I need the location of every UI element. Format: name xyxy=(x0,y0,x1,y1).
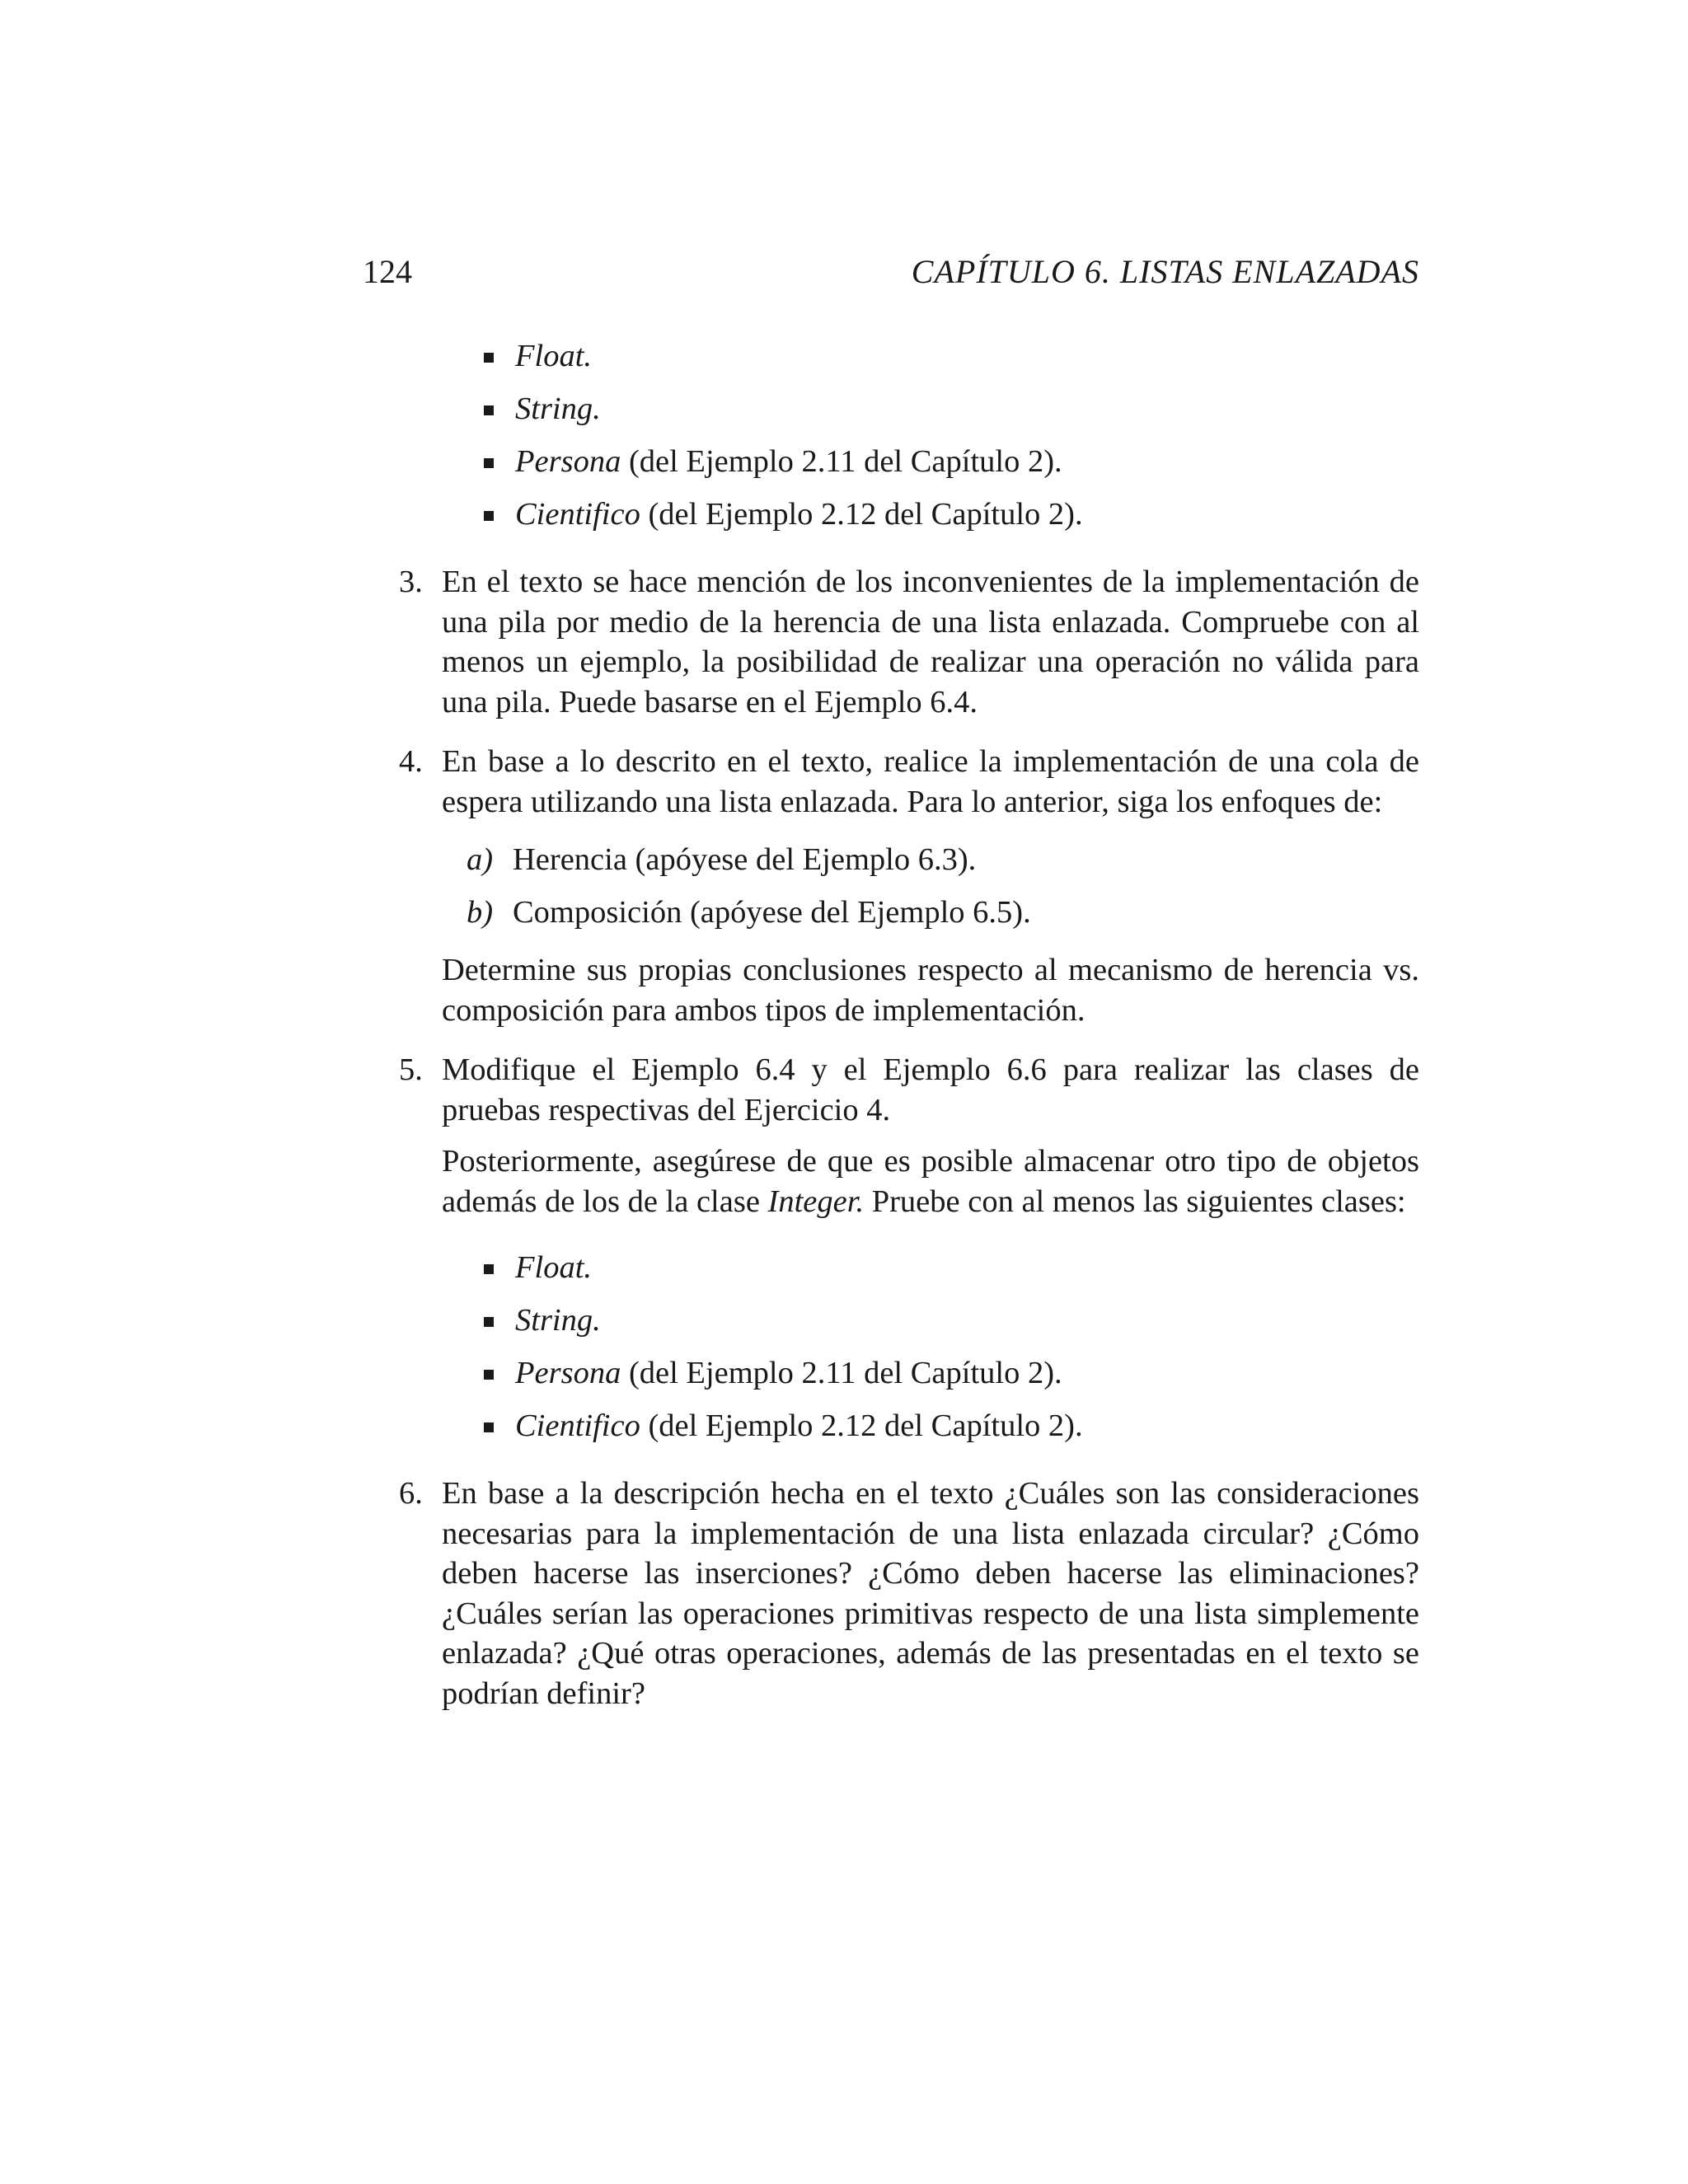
sub-item-label: a) xyxy=(467,842,494,877)
list-item: Persona (del Ejemplo 2.11 del Capítulo 2). xyxy=(515,1347,1419,1399)
square-bullet-icon xyxy=(484,1370,494,1380)
square-bullet-icon xyxy=(484,405,494,415)
page-number: 124 xyxy=(363,253,412,290)
list-item: Cientifico (del Ejemplo 2.12 del Capítulo 2). xyxy=(515,488,1419,541)
exercise-3 xyxy=(363,562,1419,722)
square-bullet-icon xyxy=(484,353,494,363)
exercise-number: 3. xyxy=(399,565,423,599)
exercise-6 xyxy=(363,1474,1419,1713)
square-bullet-icon xyxy=(484,1422,494,1432)
exercise-5 xyxy=(363,1050,1419,1452)
exercise-bullet-list xyxy=(442,1241,1419,1452)
sub-item-b xyxy=(467,886,1419,939)
list-item: String. xyxy=(515,1294,1419,1347)
sub-item-label: b) xyxy=(467,895,494,930)
exercise-4 xyxy=(363,742,1419,1030)
list-item: Persona (del Ejemplo 2.11 del Capítulo 2). xyxy=(515,435,1419,488)
list-item: Float. xyxy=(515,1241,1419,1294)
running-head: CAPÍTULO 6. LISTAS ENLAZADAS xyxy=(911,253,1419,290)
exercise-number: 5. xyxy=(399,1052,423,1087)
sub-list xyxy=(442,833,1419,939)
page-header xyxy=(363,247,1419,297)
page-content xyxy=(363,330,1419,1713)
list-item: Cientifico (del Ejemplo 2.12 del Capítulo 2). xyxy=(515,1399,1419,1452)
exercise-text: En base a lo descrito en el texto, realice la implementación de una cola de espera utilizando una lista enlazada. Para lo anterior, siga los enfoques de: xyxy=(442,744,1419,819)
exercise-number: 6. xyxy=(399,1476,423,1511)
square-bullet-icon xyxy=(484,511,494,521)
sub-item-text: Composición (apóyese del Ejemplo 6.5). xyxy=(513,895,1031,930)
sub-item-text: Herencia (apóyese del Ejemplo 6.3). xyxy=(513,842,977,877)
square-bullet-icon xyxy=(484,458,494,468)
exercise-text: En el texto se hace mención de los inconvenientes de la implementación de una pila por medio de la herencia de una lista enlazada. Compruebe con al menos un ejemplo, la posibilidad de realizar una operación no válida para una pila. Puede basarse en el Ejemplo 6.4. xyxy=(442,565,1419,719)
exercise-paragraph-2: Posteriormente, asegúrese de que es posible almacenar otro tipo de objetos además de los de la clase Integer. Pruebe con al menos las siguientes clases: xyxy=(442,1144,1419,1219)
square-bullet-icon xyxy=(484,1317,494,1327)
exercise-conclusion: Determine sus propias conclusiones respecto al mecanismo de herencia vs. composición para ambos tipos de implementación. xyxy=(442,953,1419,1028)
exercise-text: En base a la descripción hecha en el texto ¿Cuáles son las consideraciones necesarias para la implementación de una lista enlazada circular? ¿Cómo deben hacerse las inserciones? ¿Cómo deben hacerse las eliminaciones? ¿Cuáles serían las operaciones primitivas respecto de una lista simplemente enlazada? ¿Qué otras operaciones, además de las presentadas en el texto se podrían definir? xyxy=(442,1476,1419,1711)
list-item: String. xyxy=(515,382,1419,435)
exercise-number: 4. xyxy=(399,744,423,779)
exercise-text: Modifique el Ejemplo 6.4 y el Ejemplo 6.6 para realizar las clases de pruebas respectivas del Ejercicio 4. xyxy=(442,1052,1419,1127)
sub-item-a xyxy=(467,833,1419,886)
top-bullet-list xyxy=(363,330,1419,541)
square-bullet-icon xyxy=(484,1264,494,1274)
list-item: Float. xyxy=(515,330,1419,382)
